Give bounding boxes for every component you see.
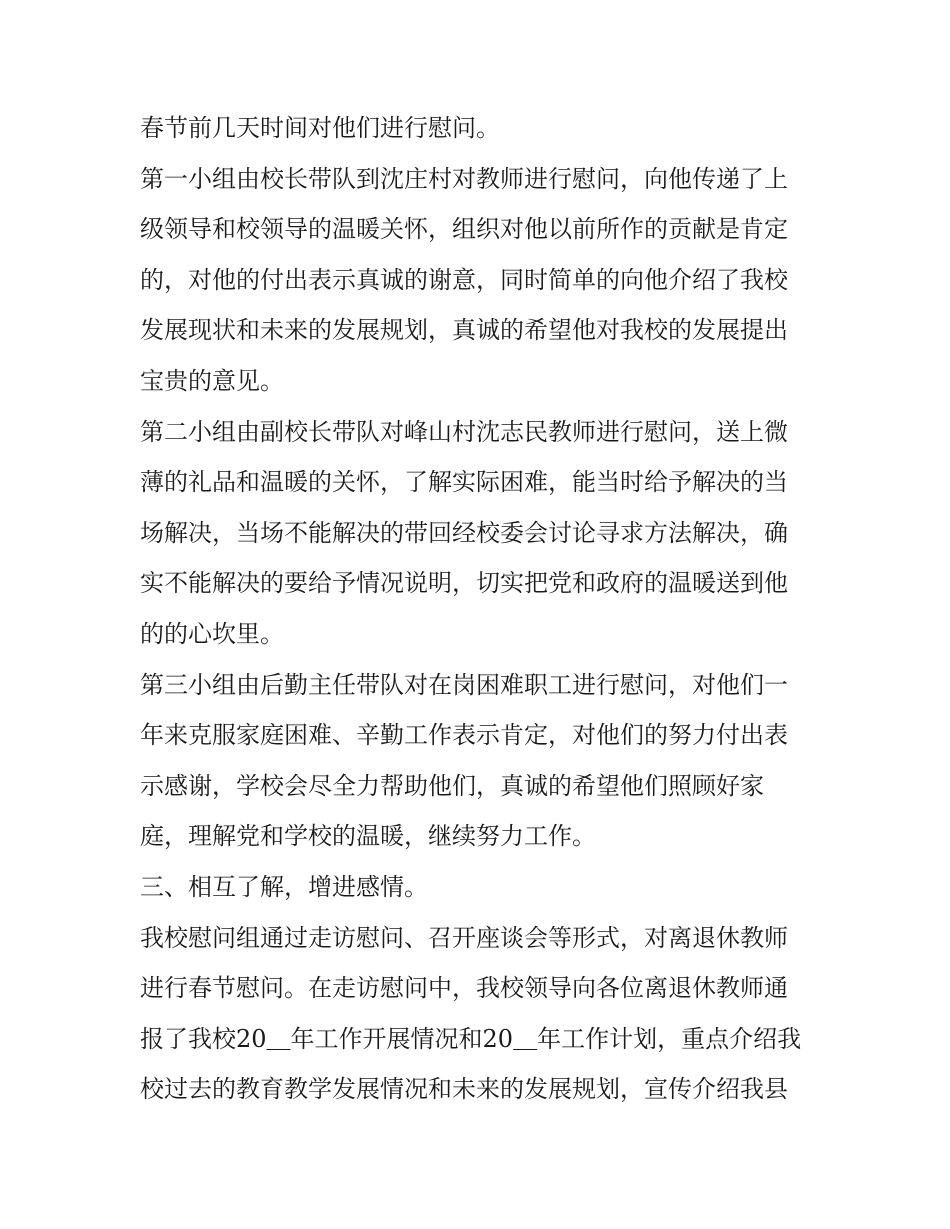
text-line: 的的心坎里。 [140, 619, 284, 648]
text-line: 薄的礼品和温暖的关怀，了解实际困难，能当时给予解决的当 [140, 468, 788, 497]
text-line: 发展现状和未来的发展规划，真诚的希望他对我校的发展提出 [140, 316, 788, 345]
section-heading: 三、相互了解，增进感情。 [140, 872, 428, 901]
text-line: 场解决，当场不能解决的带回经校委会讨论寻求方法解决，确 [140, 518, 788, 547]
text-line: 校过去的教育教学发展情况和未来的发展规划，宣传介绍我县 [140, 1075, 788, 1104]
text-line: 级领导和校领导的温暖关怀，组织对他以前所作的贡献是肯定 [140, 215, 788, 244]
text-line: 春节前几天时间对他们进行慰问。 [140, 114, 500, 142]
text-line: 进行春节慰问。在走访慰问中，我校领导向各位离退休教师通 [140, 974, 788, 1003]
text-line: 实不能解决的要给予情况说明，切实把党和政府的温暖送到他 [140, 569, 788, 598]
text-line: 年来克服家庭困难、辛勤工作表示肯定，对他们的努力付出表 [140, 721, 788, 750]
text-line: 示感谢，学校会尽全力帮助他们，真诚的希望他们照顾好家 [140, 771, 764, 800]
body-text [140, 103, 820, 1115]
text-line: 宝贵的意见。 [140, 366, 284, 395]
text-line: 第二小组由副校长带队对峰山村沈志民教师进行慰问，送上微 [140, 417, 788, 446]
text-line: 庭，理解党和学校的温暖，继续努力工作。 [140, 822, 596, 851]
text-line: 第三小组由后勤主任带队对在岗困难职工进行慰问，对他们一 [140, 670, 788, 699]
text-line: 的，对他的付出表示真诚的谢意，同时简单的向他介绍了我校 [140, 265, 788, 294]
text-line: 我校慰问组通过走访慰问、召开座谈会等形式，对离退休教师 [140, 923, 788, 952]
text-line: 第一小组由校长带队到沈庄村对教师进行慰问，向他传递了上 [140, 164, 788, 193]
text-line: 报了我校20＿年工作开展情况和20＿年工作计划，重点介绍我 [140, 1024, 802, 1053]
